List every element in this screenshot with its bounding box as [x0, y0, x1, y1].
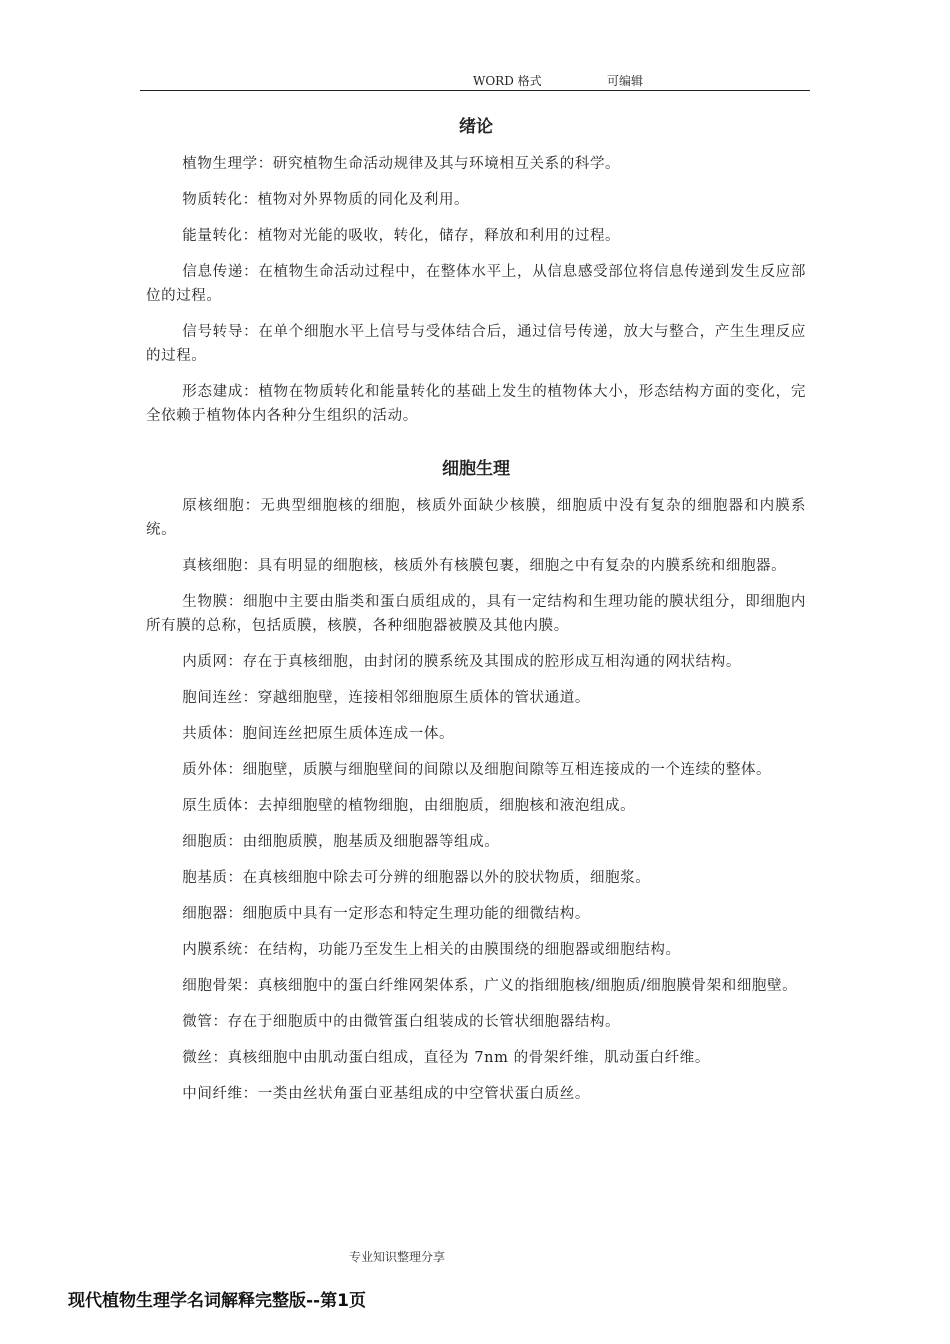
- definition-paragraph: 微丝：真核细胞中由肌动蛋白组成，直径为 7nm 的骨架纤维，肌动蛋白纤维。: [182, 1050, 710, 1066]
- definition-paragraph: 内膜系统：在结构，功能乃至发生上相关的由膜围绕的细胞器或细胞结构。: [182, 942, 681, 958]
- definition-paragraph: 信息传递：在植物生命活动过程中，在整体水平上，从信息感受部位将信息传递到发生反应部位的过程。: [146, 264, 806, 304]
- definition-paragraph: 质外体：细胞壁，质膜与细胞壁间的间隙以及细胞间隙等互相连接成的一个连续的整体。: [182, 762, 772, 778]
- header-editable-label: 可编辑: [607, 74, 644, 88]
- definition-paragraph: 物质转化：植物对外界物质的同化及利用。: [182, 192, 470, 208]
- definition-paragraph: 胞基质：在真核细胞中除去可分辨的细胞器以外的胶状物质，细胞浆。: [182, 870, 651, 886]
- definition-paragraph: 内质网：存在于真核细胞，由封闭的膜系统及其围成的腔形成互相沟通的网状结构。: [182, 654, 741, 670]
- definition-paragraph: 胞间连丝：穿越细胞壁，连接相邻细胞原生质体的管状通道。: [182, 690, 590, 706]
- definition-paragraph: 微管：存在于细胞质中的由微管蛋白组装成的长管状细胞器结构。: [182, 1014, 621, 1030]
- document-body: [146, 114, 806, 1118]
- page-footer-note: 专业知识整理分享: [348, 1250, 445, 1264]
- section-title: 细胞生理: [442, 459, 510, 479]
- definition-paragraph: 形态建成：植物在物质转化和能量转化的基础上发生的植物体大小，形态结构方面的变化，完全依赖于植物体内各种分生组织的活动。: [146, 384, 806, 424]
- definition-paragraph: 原核细胞：无典型细胞核的细胞，核质外面缺少核膜，细胞质中没有复杂的细胞器和内膜系统。: [146, 498, 806, 538]
- definition-paragraph: 细胞质：由细胞质膜，胞基质及细胞器等组成。: [182, 834, 500, 850]
- definition-paragraph: 真核细胞：具有明显的细胞核，核质外有核膜包裹，细胞之中有复杂的内膜系统和细胞器。: [182, 558, 787, 574]
- section-cell-physiology: [146, 456, 806, 1106]
- section-introduction: [146, 114, 806, 428]
- definition-paragraph: 细胞骨架：真核细胞中的蛋白纤维网架体系，广义的指细胞核/细胞质/细胞膜骨架和细胞壁。: [182, 978, 798, 994]
- page-header: [140, 70, 810, 91]
- header-format-label: WORD 格式: [473, 74, 542, 88]
- section-title: 绪论: [459, 117, 493, 137]
- document-caption: 现代植物生理学名词解释完整版--第1页: [68, 1291, 366, 1311]
- definition-paragraph: 细胞器：细胞质中具有一定形态和特定生理功能的细微结构。: [182, 906, 590, 922]
- definition-paragraph: 中间纤维：一类由丝状角蛋白亚基组成的中空管状蛋白质丝。: [182, 1086, 590, 1102]
- definition-paragraph: 能量转化：植物对光能的吸收，转化，储存，释放和利用的过程。: [182, 228, 621, 244]
- definition-paragraph: 信号转导：在单个细胞水平上信号与受体结合后，通过信号传递，放大与整合，产生生理反应的过程。: [146, 324, 806, 364]
- definition-paragraph: 共质体：胞间连丝把原生质体连成一体。: [182, 726, 455, 742]
- definition-paragraph: 植物生理学：研究植物生命活动规律及其与环境相互关系的科学。: [182, 156, 621, 172]
- definition-paragraph: 生物膜：细胞中主要由脂类和蛋白质组成的，具有一定结构和生理功能的膜状组分，即细胞内所有膜的总称，包括质膜，核膜，各种细胞器被膜及其他内膜。: [146, 594, 806, 634]
- definition-paragraph: 原生质体：去掉细胞壁的植物细胞，由细胞质，细胞核和液泡组成。: [182, 798, 636, 814]
